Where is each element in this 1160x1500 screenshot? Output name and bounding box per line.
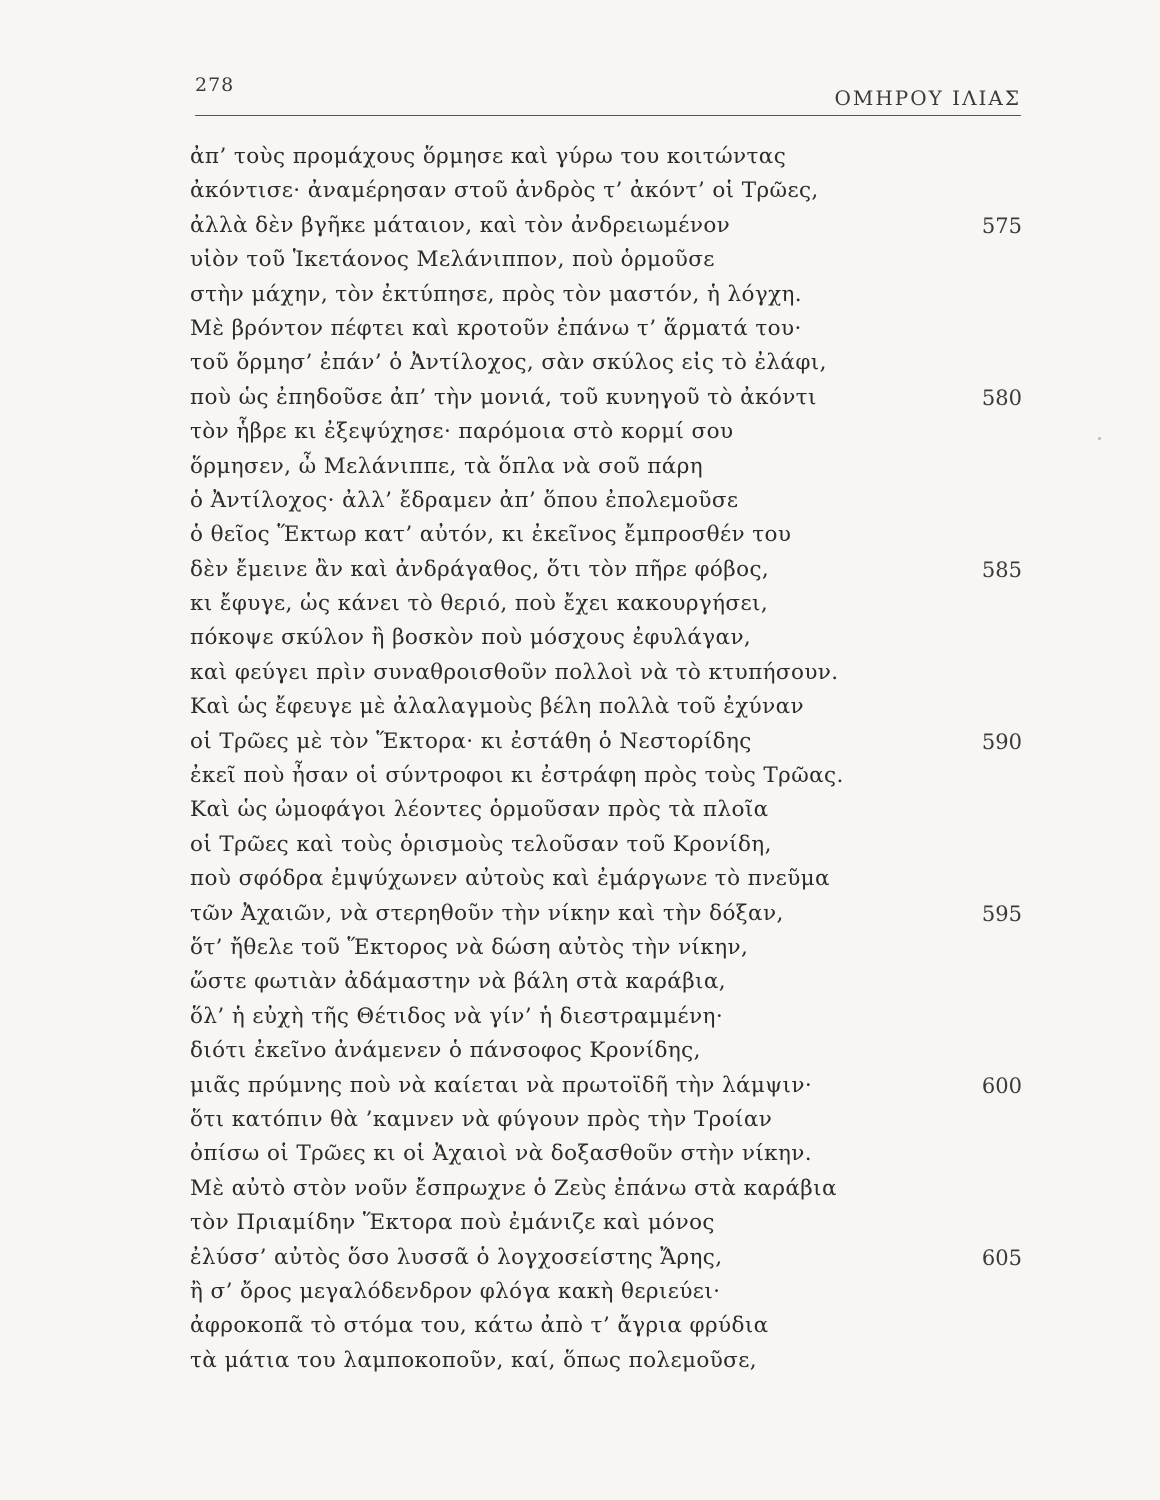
verse-text: ὁ Ἀντίλοχος· ἀλλ’ ἔδραμεν ἀπ’ ὅπου ἐπολεμοῦσε	[190, 487, 739, 513]
verse-line	[190, 1034, 1030, 1068]
verse-line	[190, 553, 1030, 587]
verse-text: Μὲ αὐτὸ στὸν νοῦν ἔσπρωχνε ὁ Ζεὺς ἐπάνω στὰ καράβια	[190, 1175, 837, 1201]
header-rule	[195, 115, 1021, 116]
verse-text: ὀπίσω οἱ Τρῶες κι οἱ Ἀχαιοὶ νὰ δοξασθοῦν στὴν νίκην.	[190, 1141, 812, 1167]
verse-text: δὲν ἔμεινε ἂν καὶ ἀνδράγαθος, ὅτι τὸν πῆρε φόβος,	[190, 556, 770, 582]
verse-line	[190, 518, 1030, 552]
verse-text: ὁ θεῖος Ἕκτωρ κατ’ αὐτόν, κι ἐκεῖνος ἔμπροσθέν του	[190, 522, 792, 548]
verse-line	[190, 828, 1030, 862]
verse-line	[190, 931, 1030, 965]
verse-line	[190, 1206, 1030, 1240]
verse-line	[190, 1137, 1030, 1171]
verse-line	[190, 1275, 1030, 1309]
running-title: ΟΜΗΡΟΥ ΙΛΙΑΣ	[834, 86, 1021, 110]
verse-line	[190, 965, 1030, 999]
verse-text: τὰ μάτια του λαμποκοποῦν, καί, ὅπως πολεμοῦσε,	[190, 1347, 758, 1373]
verse-line	[190, 415, 1030, 449]
verse-line	[190, 1241, 1030, 1275]
line-number: 600	[981, 1073, 1022, 1098]
verse-text: ἐκεῖ ποὺ ἦσαν οἱ σύντροφοι κι ἐστράφη πρὸς τοὺς Τρῶας.	[190, 763, 844, 789]
verse-line	[190, 725, 1030, 759]
verse-text: τῶν Ἀχαιῶν, νὰ στερηθοῦν τὴν νίκην καὶ τὴν δόξαν,	[190, 900, 784, 926]
verse-text: Καὶ ὡς ἔφευγε μὲ ἀλαλαγμοὺς βέλη πολλὰ τοῦ ἐχύναν	[190, 694, 804, 720]
verse-line	[190, 243, 1030, 277]
verse-line	[190, 346, 1030, 380]
page-header	[195, 72, 1021, 112]
verse-line	[190, 897, 1030, 931]
verse-line	[190, 381, 1030, 415]
verse-text: ἀλλὰ δὲν βγῆκε μάταιον, καὶ τὸν ἀνδρειωμένον	[190, 212, 731, 238]
verse-line	[190, 1309, 1030, 1343]
verse-block	[190, 140, 1030, 1378]
verse-text: ἀφροκοπᾶ τὸ στόμα του, κάτω ἀπὸ τ’ ἄγρια φρύδια	[190, 1313, 769, 1339]
verse-text: στὴν μάχην, τὸν ἐκτύπησε, πρὸς τὸν μαστόν, ἡ λόγχη.	[190, 281, 803, 307]
verse-text: ὅτ’ ἤθελε τοῦ Ἕκτορος νὰ δώση αὐτὸς τὴν νίκην,	[190, 934, 749, 960]
verse-text: τὸν ἧβρε κι ἐξεψύχησε· παρόμοια στὸ κορμί σου	[190, 419, 734, 445]
paper-speck	[1098, 437, 1101, 440]
verse-text: μιᾶς πρύμνης ποὺ νὰ καίεται νὰ πρωτοϊδῆ τὴν λάμψιν·	[190, 1072, 813, 1098]
verse-line	[190, 209, 1030, 243]
verse-line	[190, 484, 1030, 518]
verse-line	[190, 312, 1030, 346]
line-number: 595	[981, 901, 1022, 926]
verse-line	[190, 278, 1030, 312]
verse-text: ἐλύσσ’ αὐτὸς ὅσο λυσσᾶ ὁ λογχοσείστης Ἄρης,	[190, 1244, 723, 1270]
verse-text: ὥστε φωτιὰν ἀδάμαστην νὰ βάλη στὰ καράβια,	[190, 969, 727, 995]
verse-line	[190, 587, 1030, 621]
page-number: 278	[195, 74, 235, 96]
verse-line	[190, 793, 1030, 827]
verse-line	[190, 1069, 1030, 1103]
verse-line	[190, 1344, 1030, 1378]
verse-text: ἀκόντισε· ἀναμέρησαν στοῦ ἀνδρὸς τ’ ἀκόντ’ οἱ Τρῶες,	[190, 178, 819, 204]
verse-text: Μὲ βρόντον πέφτει καὶ κροτοῦν ἐπάνω τ’ ἅρματά του·	[190, 315, 802, 341]
verse-text: ἢ σ’ ὄρος μεγαλόδενδρον φλόγα κακὴ θεριεύει·	[190, 1278, 721, 1304]
verse-line	[190, 174, 1030, 208]
verse-text: οἱ Τρῶες καὶ τοὺς ὁρισμοὺς τελοῦσαν τοῦ Κρονίδη,	[190, 831, 772, 857]
verse-text: πόκοψε σκύλον ἢ βοσκὸν ποὺ μόσχους ἐφυλάγαν,	[190, 625, 752, 651]
verse-line	[190, 140, 1030, 174]
verse-text: καὶ φεύγει πρὶν συναθροισθοῦν πολλοὶ νὰ τὸ κτυπήσουν.	[190, 659, 839, 685]
verse-line	[190, 759, 1030, 793]
line-number: 590	[981, 729, 1022, 754]
verse-text: κι ἔφυγε, ὡς κάνει τὸ θεριό, ποὺ ἔχει κακουργήσει,	[190, 591, 769, 617]
verse-text: ὅρμησεν, ὦ Μελάνιππε, τὰ ὅπλα νὰ σοῦ πάρη	[190, 453, 704, 479]
verse-text: ποὺ ὡς ἐπηδοῦσε ἀπ’ τὴν μονιά, τοῦ κυνηγοῦ τὸ ἀκόντι	[190, 384, 817, 410]
verse-text: ὅλ’ ἡ εὐχὴ τῆς Θέτιδος νὰ γίν’ ἡ διεστραμμένη·	[190, 1003, 724, 1029]
verse-text: τὸν Πριαμίδην Ἕκτορα ποὺ ἐμάνιζε καὶ μόνος	[190, 1210, 715, 1236]
verse-line	[190, 1172, 1030, 1206]
verse-line	[190, 621, 1030, 655]
verse-line	[190, 450, 1030, 484]
verse-text: υἱὸν τοῦ Ἱκετάονος Μελάνιππον, ποὺ ὁρμοῦσε	[190, 247, 715, 273]
line-number: 605	[981, 1245, 1022, 1270]
line-number: 575	[981, 213, 1022, 238]
verse-text: Καὶ ὡς ὠμοφάγοι λέοντες ὁρμοῦσαν πρὸς τὰ πλοῖα	[190, 797, 769, 823]
verse-line	[190, 656, 1030, 690]
line-number: 585	[981, 557, 1022, 582]
verse-line	[190, 862, 1030, 896]
verse-text: ἀπ’ τοὺς προμάχους ὅρμησε καὶ γύρω του κοιτώντας	[190, 144, 787, 169]
verse-text: ποὺ σφόδρα ἐμψύχωνεν αὐτοὺς καὶ ἐμάργωνε τὸ πνεῦμα	[190, 866, 830, 892]
verse-text: οἱ Τρῶες μὲ τὸν Ἕκτορα· κι ἐστάθη ὁ Νεστορίδης	[190, 728, 752, 754]
verse-line	[190, 690, 1030, 724]
verse-text: διότι ἐκεῖνο ἀνάμενεν ὁ πάνσοφος Κρονίδης,	[190, 1038, 701, 1064]
verse-text: ὅτι κατόπιν θὰ ’καμνεν νὰ φύγουν πρὸς τὴν Τροίαν	[190, 1106, 773, 1132]
verse-text: τοῦ ὅρμησ’ ἐπάν’ ὁ Ἀντίλοχος, σὰν σκύλος εἰς τὸ ἐλάφι,	[190, 350, 827, 376]
line-number: 580	[981, 385, 1022, 410]
verse-line	[190, 1103, 1030, 1137]
verse-line	[190, 1000, 1030, 1034]
